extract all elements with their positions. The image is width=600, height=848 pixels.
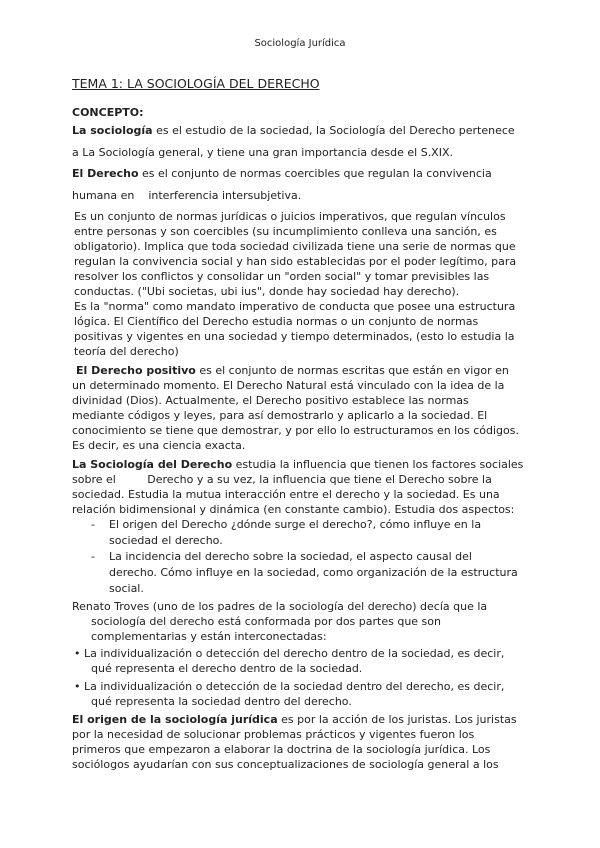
bullet-marker: • [74,680,81,693]
text-line: conocimiento se tiene que demostrar, y por ello lo estructuramos en los códigos. [72,424,519,437]
text-line: resolver los conflictos y consolidar un "orden social" y tomar previsibles las [74,270,490,283]
concepto-heading: CONCEPTO: [72,106,144,119]
bullet-marker: • [74,647,81,660]
text-line: es por la acción de los juristas. Los juristas [277,713,517,726]
text-line: Renato Troves (uno de los padres de la sociología del derecho) decía que la [72,600,488,613]
text-line: un determinado momento. El Derecho Natural está vinculado con la idea de la [72,379,505,392]
text-line: complementarias y están interconectadas: [91,630,327,643]
text-line: sociología del derecho está conformada por dos partes que son [91,615,441,628]
text-line: El origen del Derecho ¿dónde surge el derecho?, cómo influye en la [109,518,482,531]
text-line: La incidencia del derecho sobre la sociedad, el aspecto causal del [109,550,472,563]
text-line: lógica. El Científico del Derecho estudia normas o un conjunto de normas [74,315,479,328]
text-line: social. [109,582,144,595]
term-origen: El origen de la sociología jurídica [72,713,278,726]
text-line: conductas. ("Ubi societas, ubi ius", donde hay sociedad hay derecho). [74,285,460,298]
text-line: estudia la influencia que tienen los factores sociales [232,458,524,471]
text-line: sociedad. Estudia la mutua interacción entre el derecho y la sociedad. Es una [72,488,500,501]
text-line: mediante códigos y leyes, para así demostrarlo y aplicarlo a la sociedad. El [72,409,488,422]
text-line: sociedad el derecho. [109,534,223,547]
text-line: es el conjunto de normas escritas que están en vigor en [195,364,509,377]
text-line: regulan la convivencia social y han sido establecidas por el poder legítimo, para [74,255,517,268]
paragraph-sociologia [72,124,515,137]
text-line: positivas y vigentes en una sociedad y tiempo determinados, (esto lo estudia la [74,330,515,343]
paragraph-positivo [76,364,509,377]
text-line: sociólogos ayudarían con sus conceptualizaciones de sociología general a los [72,758,499,771]
text-line: es el conjunto de normas coercibles que regulan la convivencia [138,167,492,180]
dash-marker: - [91,550,95,563]
paragraph-origen [72,713,517,726]
text-line: derecho. Cómo influye en la sociedad, como organización de la estructura [109,566,518,579]
text-line: primeros que empezaron a elaborar la doctrina de la sociología jurídica. Los [72,743,491,756]
text-line: sobre el Derecho y a su vez, la influencia que tiene el Derecho sobre la [72,473,492,486]
term-sociologia-derecho: La Sociología del Derecho [72,458,233,471]
text-line: Es un conjunto de normas jurídicas o juicios imperativos, que regulan vínculos [74,210,506,223]
text-line: Es decir, es una ciencia exacta. [72,439,246,452]
text-line: es el estudio de la sociedad, la Sociología del Derecho pertenece [152,124,515,137]
paragraph-derecho [72,167,492,180]
text-line: teoría del derecho) [74,345,179,358]
page-title: TEMA 1: LA SOCIOLOGÍA DEL DERECHO [72,76,320,91]
text-line: relación bidimensional y dinámica (en constante cambio). Estudia dos aspectos: [72,503,515,516]
text-line: divinidad (Dios). Actualmente, el Derecho positivo establece las normas [72,394,469,407]
text-line: Es la "norma" como mandato imperativo de conducta que posee una estructura [74,300,516,313]
text-line: qué representa la sociedad dentro del derecho. [91,695,352,708]
term-derecho-positivo: El Derecho positivo [76,364,196,377]
dash-marker: - [91,518,95,531]
running-header: Sociología Jurídica [254,38,346,49]
text-line: La individualización o detección del derecho dentro de la sociedad, es decir, [84,647,505,660]
term-sociologia: La sociología [72,124,153,137]
text-line: La individualización o detección de la sociedad dentro del derecho, es decir, [84,680,505,693]
text-line: por la necesidad de solucionar problemas prácticos y vigentes fueron los [72,728,475,741]
text-line: entre personas y son coercibles (su incumplimiento conlleva una sanción, es [74,225,497,238]
text-line: humana en interferencia intersubjetiva. [72,189,302,202]
term-derecho: El Derecho [72,167,139,180]
paragraph-sociologia-derecho [72,458,523,471]
text-line: a La Sociología general, y tiene una gran importancia desde el S.XIX. [72,146,453,159]
text-line: qué representa el derecho dentro de la sociedad. [91,662,363,675]
text-line: obligatorio). Implica que toda sociedad civilizada tiene una serie de normas que [74,240,516,253]
